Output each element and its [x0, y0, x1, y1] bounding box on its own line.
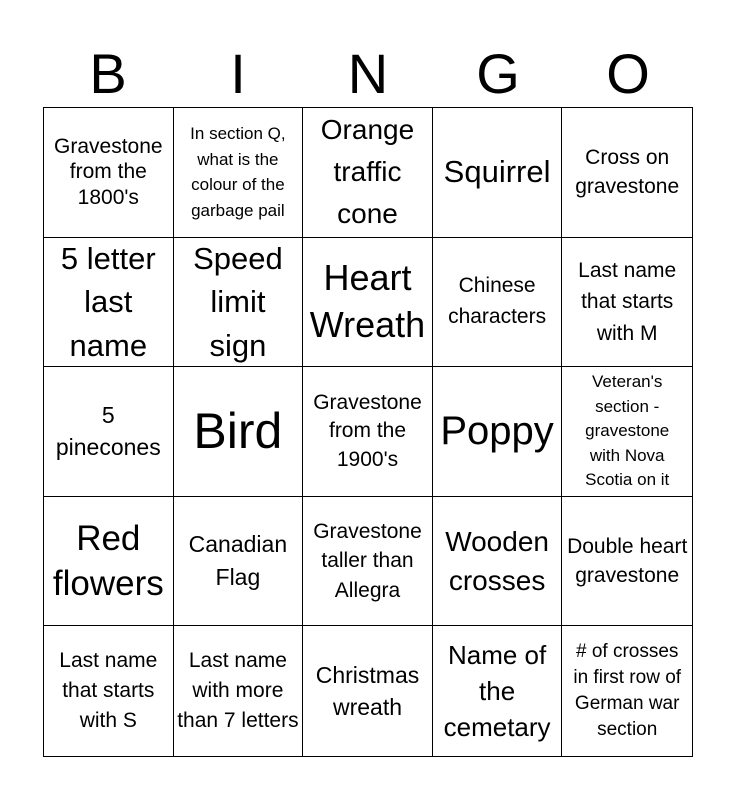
- header-letter-n: N: [347, 42, 389, 105]
- bingo-cell[interactable]: In section Q, what is the colour of the garbage pail: [174, 108, 304, 238]
- bingo-cell[interactable]: Speed limit sign: [174, 238, 304, 368]
- bingo-cell[interactable]: Veteran's section - gravestone with Nova Scotia on it: [562, 367, 692, 497]
- bingo-cell[interactable]: Orange traffic cone: [303, 108, 433, 238]
- bingo-cell[interactable]: Poppy: [433, 367, 563, 497]
- header-letter-b: B: [89, 42, 127, 105]
- bingo-cell[interactable]: 5 pinecones: [44, 367, 174, 497]
- header-letter-g: G: [476, 42, 520, 105]
- bingo-cell[interactable]: # of crosses in first row of German war section: [573, 640, 682, 741]
- bingo-cell[interactable]: Chinese characters: [433, 238, 563, 368]
- header-letter-o: O: [606, 42, 650, 105]
- bingo-cell[interactable]: Red flowers: [44, 497, 174, 627]
- bingo-cell[interactable]: Gravestone from the 1800's: [44, 108, 174, 238]
- bingo-cell[interactable]: Name of the cemetary: [433, 626, 563, 756]
- bingo-cell[interactable]: Gravestone from the 1900's: [303, 367, 433, 497]
- bingo-cell[interactable]: Last name that starts with M: [562, 238, 692, 368]
- bingo-grid: [43, 107, 693, 757]
- bingo-cell[interactable]: 5 letter last name: [44, 238, 174, 368]
- bingo-cell[interactable]: Bird: [174, 367, 304, 497]
- bingo-cell[interactable]: Cross on gravestone: [562, 108, 692, 238]
- bingo-cell[interactable]: Christmas wreath: [303, 626, 433, 756]
- bingo-cell[interactable]: Squirrel: [433, 108, 563, 238]
- bingo-header: [43, 40, 693, 108]
- bingo-cell[interactable]: Last name that starts with S: [44, 626, 174, 756]
- bingo-cell[interactable]: Gravestone taller than Allegra: [303, 497, 433, 627]
- bingo-cell[interactable]: Canadian Flag: [174, 497, 304, 627]
- bingo-cell[interactable]: Wooden crosses: [433, 497, 563, 627]
- bingo-cell[interactable]: Double heart gravestone: [562, 497, 692, 627]
- header-letter-i: I: [230, 42, 246, 105]
- bingo-cell[interactable]: Last name with more than 7 letters: [174, 626, 304, 756]
- bingo-cell[interactable]: Heart Wreath: [303, 238, 433, 368]
